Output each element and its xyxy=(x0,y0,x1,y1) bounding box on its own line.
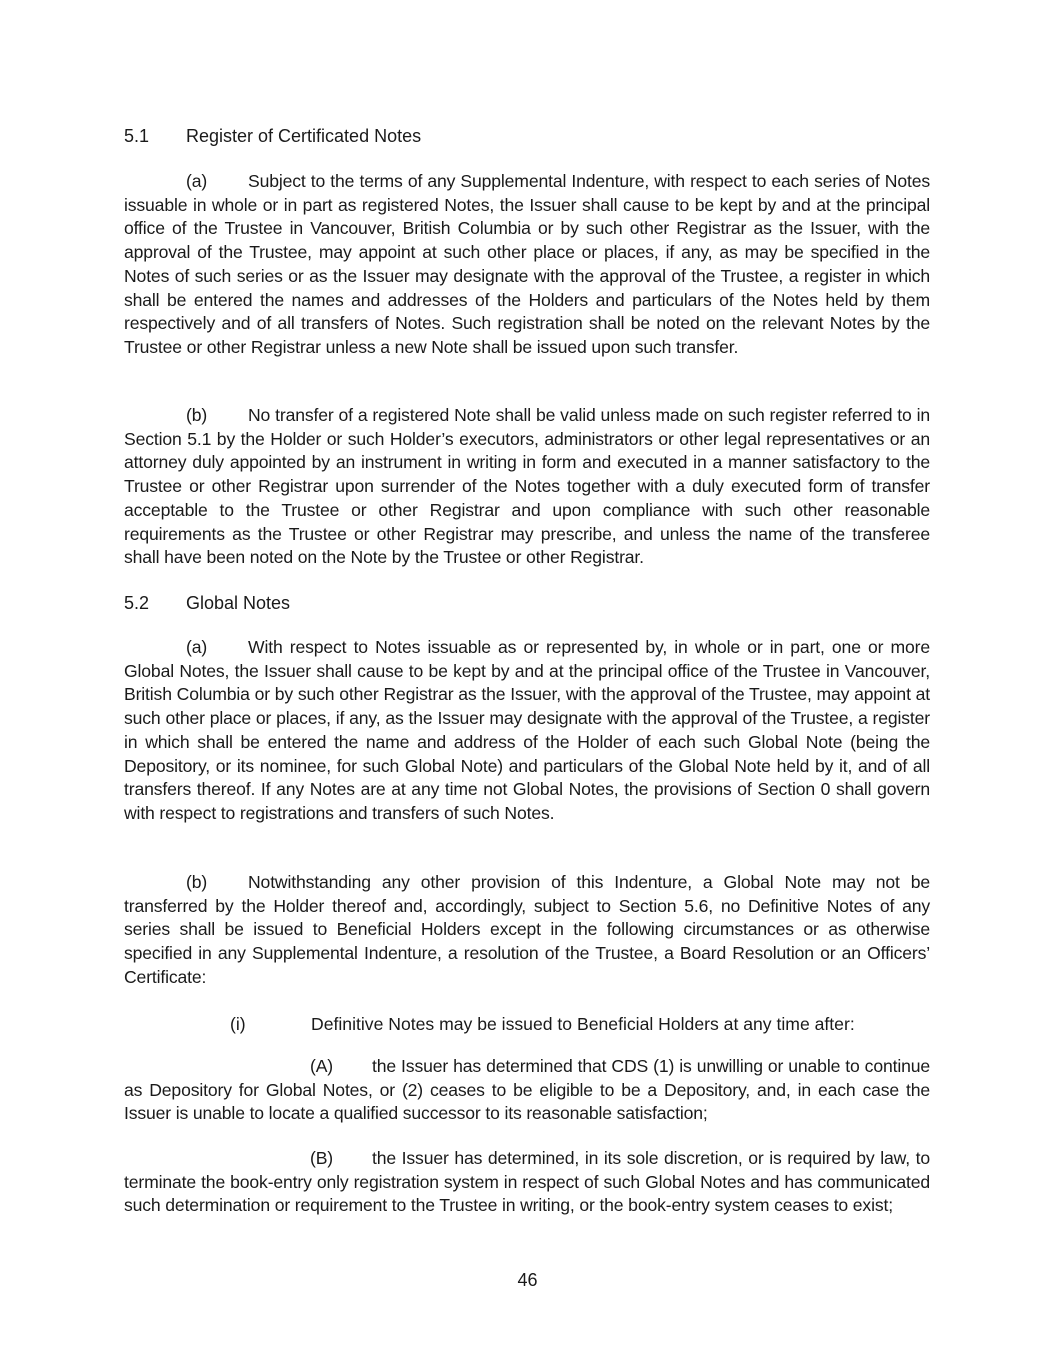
paragraph-5-2-a xyxy=(124,636,930,826)
paragraph-label: (a) xyxy=(186,637,208,657)
paragraph-5-1-a xyxy=(124,170,930,360)
clause-label: (B) xyxy=(310,1148,334,1168)
paragraph-label: (a) xyxy=(186,171,208,191)
subparagraph-5-2-b-i xyxy=(230,1012,855,1036)
subparagraph-label: (i) xyxy=(230,1014,246,1034)
paragraph-5-1-b xyxy=(124,404,930,570)
section-number: 5.1 xyxy=(124,126,150,146)
clause-text: the Issuer has determined, in its sole discretion, or is required by law, to terminate the book-entry only registration system in respect of such Global Notes and has communicated such determination or requirement to the Trustee in writing, or the book-entry system ceases to exist; xyxy=(124,1148,930,1216)
paragraph-text: Notwithstanding any other provision of this Indenture, a Global Note may not be transferred by the Holder thereof and, accordingly, subject to Section 5.6, no Definitive Notes of any series shall be issued to Beneficial Holders except in the following circumstances or as otherwise specified in any Supplemental Indenture, a resolution of the Trustee, a Board Resolution or an Officers’ Certificate: xyxy=(124,872,930,987)
paragraph-label: (b) xyxy=(186,405,208,425)
paragraph-5-2-b xyxy=(124,871,930,990)
section-title: Register of Certificated Notes xyxy=(186,126,422,146)
section-title: Global Notes xyxy=(186,593,291,613)
paragraph-text: No transfer of a registered Note shall be valid unless made on such register referred to in Section 5.1 by the Holder or such Holder’s executors, administrators or other legal representatives or an attorney duly appointed by an instrument in writing in form and executed in a manner satisfactory to the Trustee or other Registrar upon surrender of the Notes together with a duly executed form of transfer acceptable to the Trustee or other Registrar and upon compliance with such other reasonable requirements as the Trustee or other Registrar may prescribe, and unless the name of the transferee shall have been noted on the Note by the Trustee or other Registrar. xyxy=(124,405,930,568)
page-number: 46 xyxy=(517,1270,538,1290)
section-5-2-heading xyxy=(124,591,290,615)
paragraph-label: (b) xyxy=(186,872,208,892)
clause-5-2-b-i-B xyxy=(124,1147,930,1218)
section-number: 5.2 xyxy=(124,593,150,613)
clause-label: (A) xyxy=(310,1056,334,1076)
paragraph-text: With respect to Notes issuable as or represented by, in whole or in part, one or more Global Notes, the Issuer shall cause to be kept by and at the principal office of the Trustee in Vancouver, British Columbia or by such other Registrar as the Issuer, with the approval of the Trustee, may appoint at such other place or places, if any, as the Issuer may designate with the approval of the Trustee, a register in which shall be entered the name and address of the Holder of each such Global Note (being the Depository, or its nominee, for such Global Note) and particulars of the Global Note held by it, and of all transfers thereof. If any Notes are at any time not Global Notes, the provisions of Section 0 shall govern with respect to registrations and transfers of such Notes. xyxy=(124,637,930,823)
clause-text: the Issuer has determined that CDS (1) is unwilling or unable to continue as Depository for Global Notes, or (2) ceases to be eligible to be a Depository, and, in each case the Issuer is unable to locate a qualified successor to its reasonable satisfaction; xyxy=(124,1056,930,1124)
paragraph-text: Subject to the terms of any Supplemental Indenture, with respect to each series of Notes issuable in whole or in part as registered Notes, the Issuer shall cause to be kept by and at the principal office of the Trustee in Vancouver, British Columbia or by such other Registrar as the Issuer, with the approval of the Trustee, may appoint at such other place or places, if any, as may be specified in the Notes of such series or as the Issuer may designate with the approval of the Trustee, a register in which shall be entered the names and addresses of the Holders and particulars of the Notes held by them respectively and of all transfers of Notes. Such registration shall be noted on the relevant Notes by the Trustee or other Registrar unless a new Note shall be issued upon such transfer. xyxy=(124,171,930,357)
subparagraph-text: Definitive Notes may be issued to Beneficial Holders at any time after: xyxy=(311,1014,855,1034)
section-5-1-heading xyxy=(124,124,421,148)
clause-5-2-b-i-A xyxy=(124,1055,930,1126)
